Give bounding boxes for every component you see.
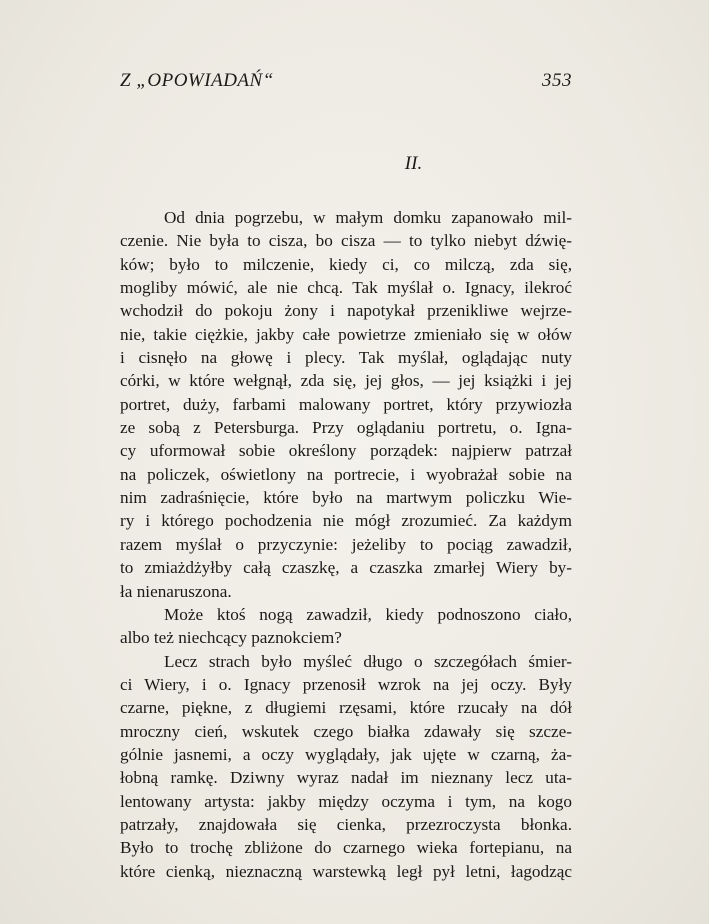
chapter-heading: II. — [404, 153, 423, 174]
body-text — [120, 206, 572, 883]
text-line: ła nienaruszona. — [120, 581, 232, 601]
text-line: ze sobą z Petersburga. Przy oglądaniu portretu, o. Igna- — [120, 418, 572, 438]
text-line: ków; było to milczenie, kiedy ci, co milczą, zda się, — [120, 254, 572, 274]
text-line: cy uformował sobie określony porządek: najpierw patrzał — [120, 441, 572, 461]
text-line: ry i którego pochodzenia nie mógł zrozumieć. Za każdym — [120, 511, 572, 531]
text-line: lentowany artysta: jakby między oczyma i tym, na kogo — [120, 791, 572, 811]
text-line: łobną ramkę. Dziwny wyraz nadał im nieznany lecz uta- — [120, 768, 572, 788]
text-line: wchodził do pokoju żony i napotykał przenikliwe wejrze- — [120, 301, 572, 321]
text-line: nim zadraśnięcie, które było na martwym policzku Wie- — [120, 488, 572, 508]
text-line: mogliby mówić, ale nie chcą. Tak myślał o. Ignacy, ilekroć — [120, 278, 572, 298]
text-line: nie, takie ciężkie, jakby całe powietrze zmieniało się w ołów — [120, 324, 572, 344]
text-line: to zmiażdżyłby całą czaszkę, a czaszka zmarłej Wiery by- — [120, 558, 572, 578]
text-line: które cienką, nieznaczną warstewką legł pył letni, łagodząc — [120, 861, 572, 881]
text-line: na policzek, oświetlony na portrecie, i wyobrażał sobie na — [120, 464, 572, 484]
text-line: córki, w które wełgnął, zda się, jej głos, — jej książki i jej — [120, 371, 572, 391]
text-line: ci Wiery, i o. Ignacy przenosił wzrok na jej oczy. Były — [120, 674, 572, 694]
text-line: Było to trochę zbliżone do czarnego wieka fortepianu, na — [120, 838, 572, 858]
text-line: Od dnia pogrzebu, w małym domku zapanowało mil- — [164, 208, 572, 227]
text-line: gólnie jasnemi, a oczy wyglądały, jak ujęte w czarną, ża- — [120, 744, 572, 764]
running-title: Z „OPOWIADAŃ“ — [120, 70, 274, 91]
text-line: czenie. Nie była to cisza, bo cisza — to tylko niebyt dźwię- — [120, 231, 572, 251]
text-line: Lecz strach było myśleć długo o szczegółach śmier- — [164, 651, 572, 671]
text-line: patrzały, znajdowała się cienka, przezroczysta błonka. — [120, 814, 572, 834]
text-line: albo też niechcący paznokciem? — [120, 628, 342, 648]
text-line: portret, duży, farbami malowany portret, który przywiozła — [120, 394, 572, 414]
running-head — [120, 70, 572, 96]
page-number: 353 — [542, 70, 572, 91]
text-line: czarne, piękne, z długiemi rzęsami, które rzucały na dół — [120, 698, 572, 718]
text-line: mroczny cień, wskutek czego białka zdawały się szcze- — [120, 721, 572, 741]
text-line: razem myślał o przyczynie: jeżeliby to pociąg zawadził, — [120, 534, 572, 554]
text-line: i cisnęło na głowę i plecy. Tak myślał, oglądając nuty — [120, 348, 572, 368]
text-line: Może ktoś nogą zawadził, kiedy podnoszono ciało, — [164, 604, 572, 624]
